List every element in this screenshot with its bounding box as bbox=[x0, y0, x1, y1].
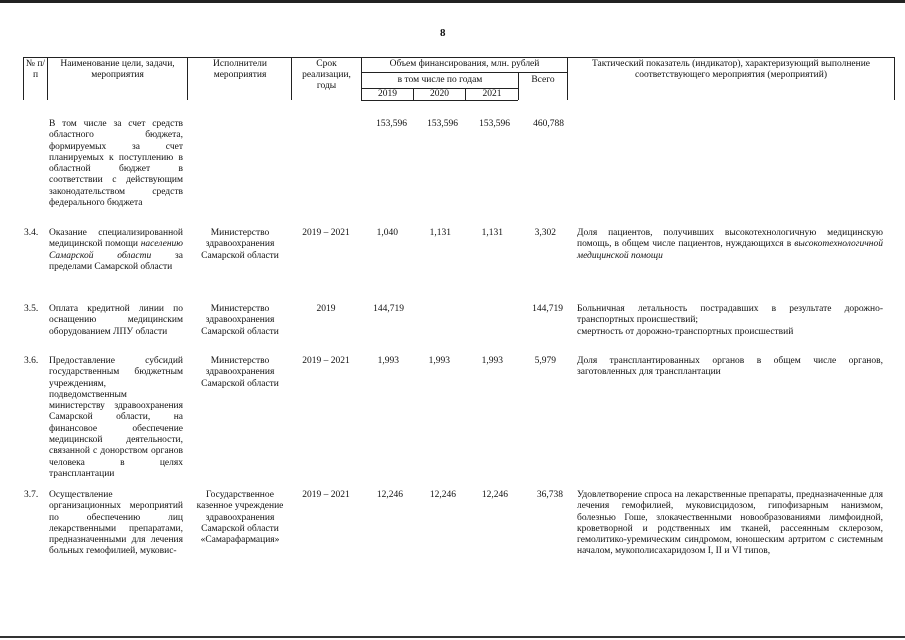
row-total: 36,738 bbox=[536, 490, 563, 500]
row-total: 144,719 bbox=[532, 304, 563, 314]
row-name: Оплата кредитной линии по оснащению медицинским оборудованием ЛПУ области bbox=[49, 304, 183, 337]
row-num: 3.6. bbox=[24, 356, 39, 366]
header-vline bbox=[47, 57, 48, 100]
row-name-italic: населению Самарской области bbox=[49, 239, 183, 261]
row-total: 3,302 bbox=[534, 228, 556, 238]
header-funding: Объем финансирования, млн. рублей bbox=[389, 59, 540, 69]
row-executor: Государственное казенное учреждение здравоохранения Самарской области «Самарафармация» bbox=[196, 490, 284, 546]
row-name-part: Оказание специализированной медицинской помощи bbox=[49, 228, 183, 250]
row-num: 3.7. bbox=[24, 490, 39, 500]
row-2020: 153,596 bbox=[427, 119, 458, 129]
row-indicator: Доля трансплантированных органов в общем числе органов, заготовленных для трансплантации bbox=[577, 356, 883, 378]
header-by-years: в том числе по годам bbox=[397, 75, 483, 85]
row-indicator bbox=[577, 304, 883, 338]
row-period: 2019 – 2021 bbox=[302, 356, 350, 366]
row-num: 3.5. bbox=[24, 304, 39, 314]
row-executor: Министерство здравоохранения Самарской области bbox=[201, 228, 279, 261]
header-vline bbox=[291, 57, 292, 100]
row-2021: 153,596 bbox=[479, 119, 510, 129]
row-indicator bbox=[577, 228, 883, 262]
header-top-line bbox=[23, 57, 894, 58]
row-indicator-line: смертность от дорожно-транспортных происшествий bbox=[577, 326, 794, 337]
row-total: 460,788 bbox=[533, 119, 564, 129]
header-indicator: Тактический показатель (индикатор), характеризующий выполнение соответствующего мероприятия (мероприятий) bbox=[591, 59, 871, 80]
row-2020: 1,993 bbox=[428, 356, 450, 366]
row-period: 2019 – 2021 bbox=[302, 490, 350, 500]
header-bottom-line bbox=[361, 100, 518, 101]
header-sub-line bbox=[361, 72, 567, 73]
header-executors: Исполнители мероприятия bbox=[213, 59, 267, 80]
row-2019: 153,596 bbox=[376, 119, 407, 129]
row-2019: 144,719 bbox=[373, 304, 404, 314]
header-vline bbox=[894, 57, 895, 100]
row-name: Предоставление субсидий государственным бюджетным учреждениям, подведомственным министерству здравоохранения Самарской области, на финансовое обеспечение медицинской деятельности, связанной с донорством органов человека в целях трансплантации bbox=[49, 356, 183, 479]
row-2020: 12,246 bbox=[429, 490, 456, 500]
header-vline bbox=[187, 57, 188, 100]
header-name: Наименование цели, задачи, мероприятия bbox=[60, 59, 175, 80]
row-total: 5,979 bbox=[534, 356, 556, 366]
row-name bbox=[49, 228, 183, 273]
header-period: Срок реализации, годы bbox=[302, 59, 351, 91]
header-total: Всего bbox=[531, 75, 555, 85]
row-2020: 1,131 bbox=[429, 228, 451, 238]
row-indicator-italic: высокотехнологичной медицинской помощи bbox=[577, 239, 883, 261]
row-2021: 12,246 bbox=[481, 490, 508, 500]
header-vline bbox=[567, 57, 568, 100]
row-indicator: Удовлетворение спроса на лекарственные препараты, предназначенные для лечения гемофилией, муковисцидозом, гипофизарным нанизмом, болезнью Гоше, злокачественными новообразованиями лимфоидной, кроветворной и родственных им тканей, рассеянным склерозом, гемолитико-уремическим синдромом, юношеским артритом с системным началом, мукополисахаридозом I, II и VI типов, bbox=[577, 490, 883, 557]
header-year-2021: 2021 bbox=[482, 89, 502, 99]
row-2019: 12,246 bbox=[376, 490, 403, 500]
row-2021: 1,131 bbox=[481, 228, 503, 238]
row-executor: Министерство здравоохранения Самарской области bbox=[201, 356, 279, 389]
row-name-part: за пределами Самарской области bbox=[49, 250, 183, 272]
row-2019: 1,040 bbox=[376, 228, 398, 238]
row-name: Осуществление организационных мероприятий по обеспечению лиц лекарственными препаратами, предназначенными для лечения больных гемофилией, муковис- bbox=[49, 490, 183, 557]
row-num: 3.4. bbox=[24, 228, 39, 238]
top-border bbox=[0, 0, 905, 3]
row-period: 2019 – 2021 bbox=[302, 228, 350, 238]
row-2021: 1,993 bbox=[481, 356, 503, 366]
row-2019: 1,993 bbox=[377, 356, 399, 366]
row-name: В том числе за счет средств областного бюджета, формируемых за счет планируемых к поступлению в областной бюджет в соответствии с действующим законодательством средств федерального бюджета bbox=[49, 119, 183, 209]
row-period: 2019 bbox=[316, 304, 336, 314]
row-indicator-line: Больничная летальность пострадавших в результате дорожно-транспортных происшествий; bbox=[577, 304, 883, 326]
header-num: № п/п bbox=[25, 59, 46, 80]
bottom-border bbox=[0, 636, 905, 638]
row-indicator-part: Доля пациентов, получивших высокотехнологичную медицинскую помощь, в общем числе пациентов, нуждающихся в bbox=[577, 228, 883, 250]
header-year-2019: 2019 bbox=[378, 89, 397, 99]
row-executor: Министерство здравоохранения Самарской области bbox=[201, 304, 279, 337]
page-number: 8 bbox=[440, 27, 446, 39]
header-year-2020: 2020 bbox=[430, 89, 449, 99]
